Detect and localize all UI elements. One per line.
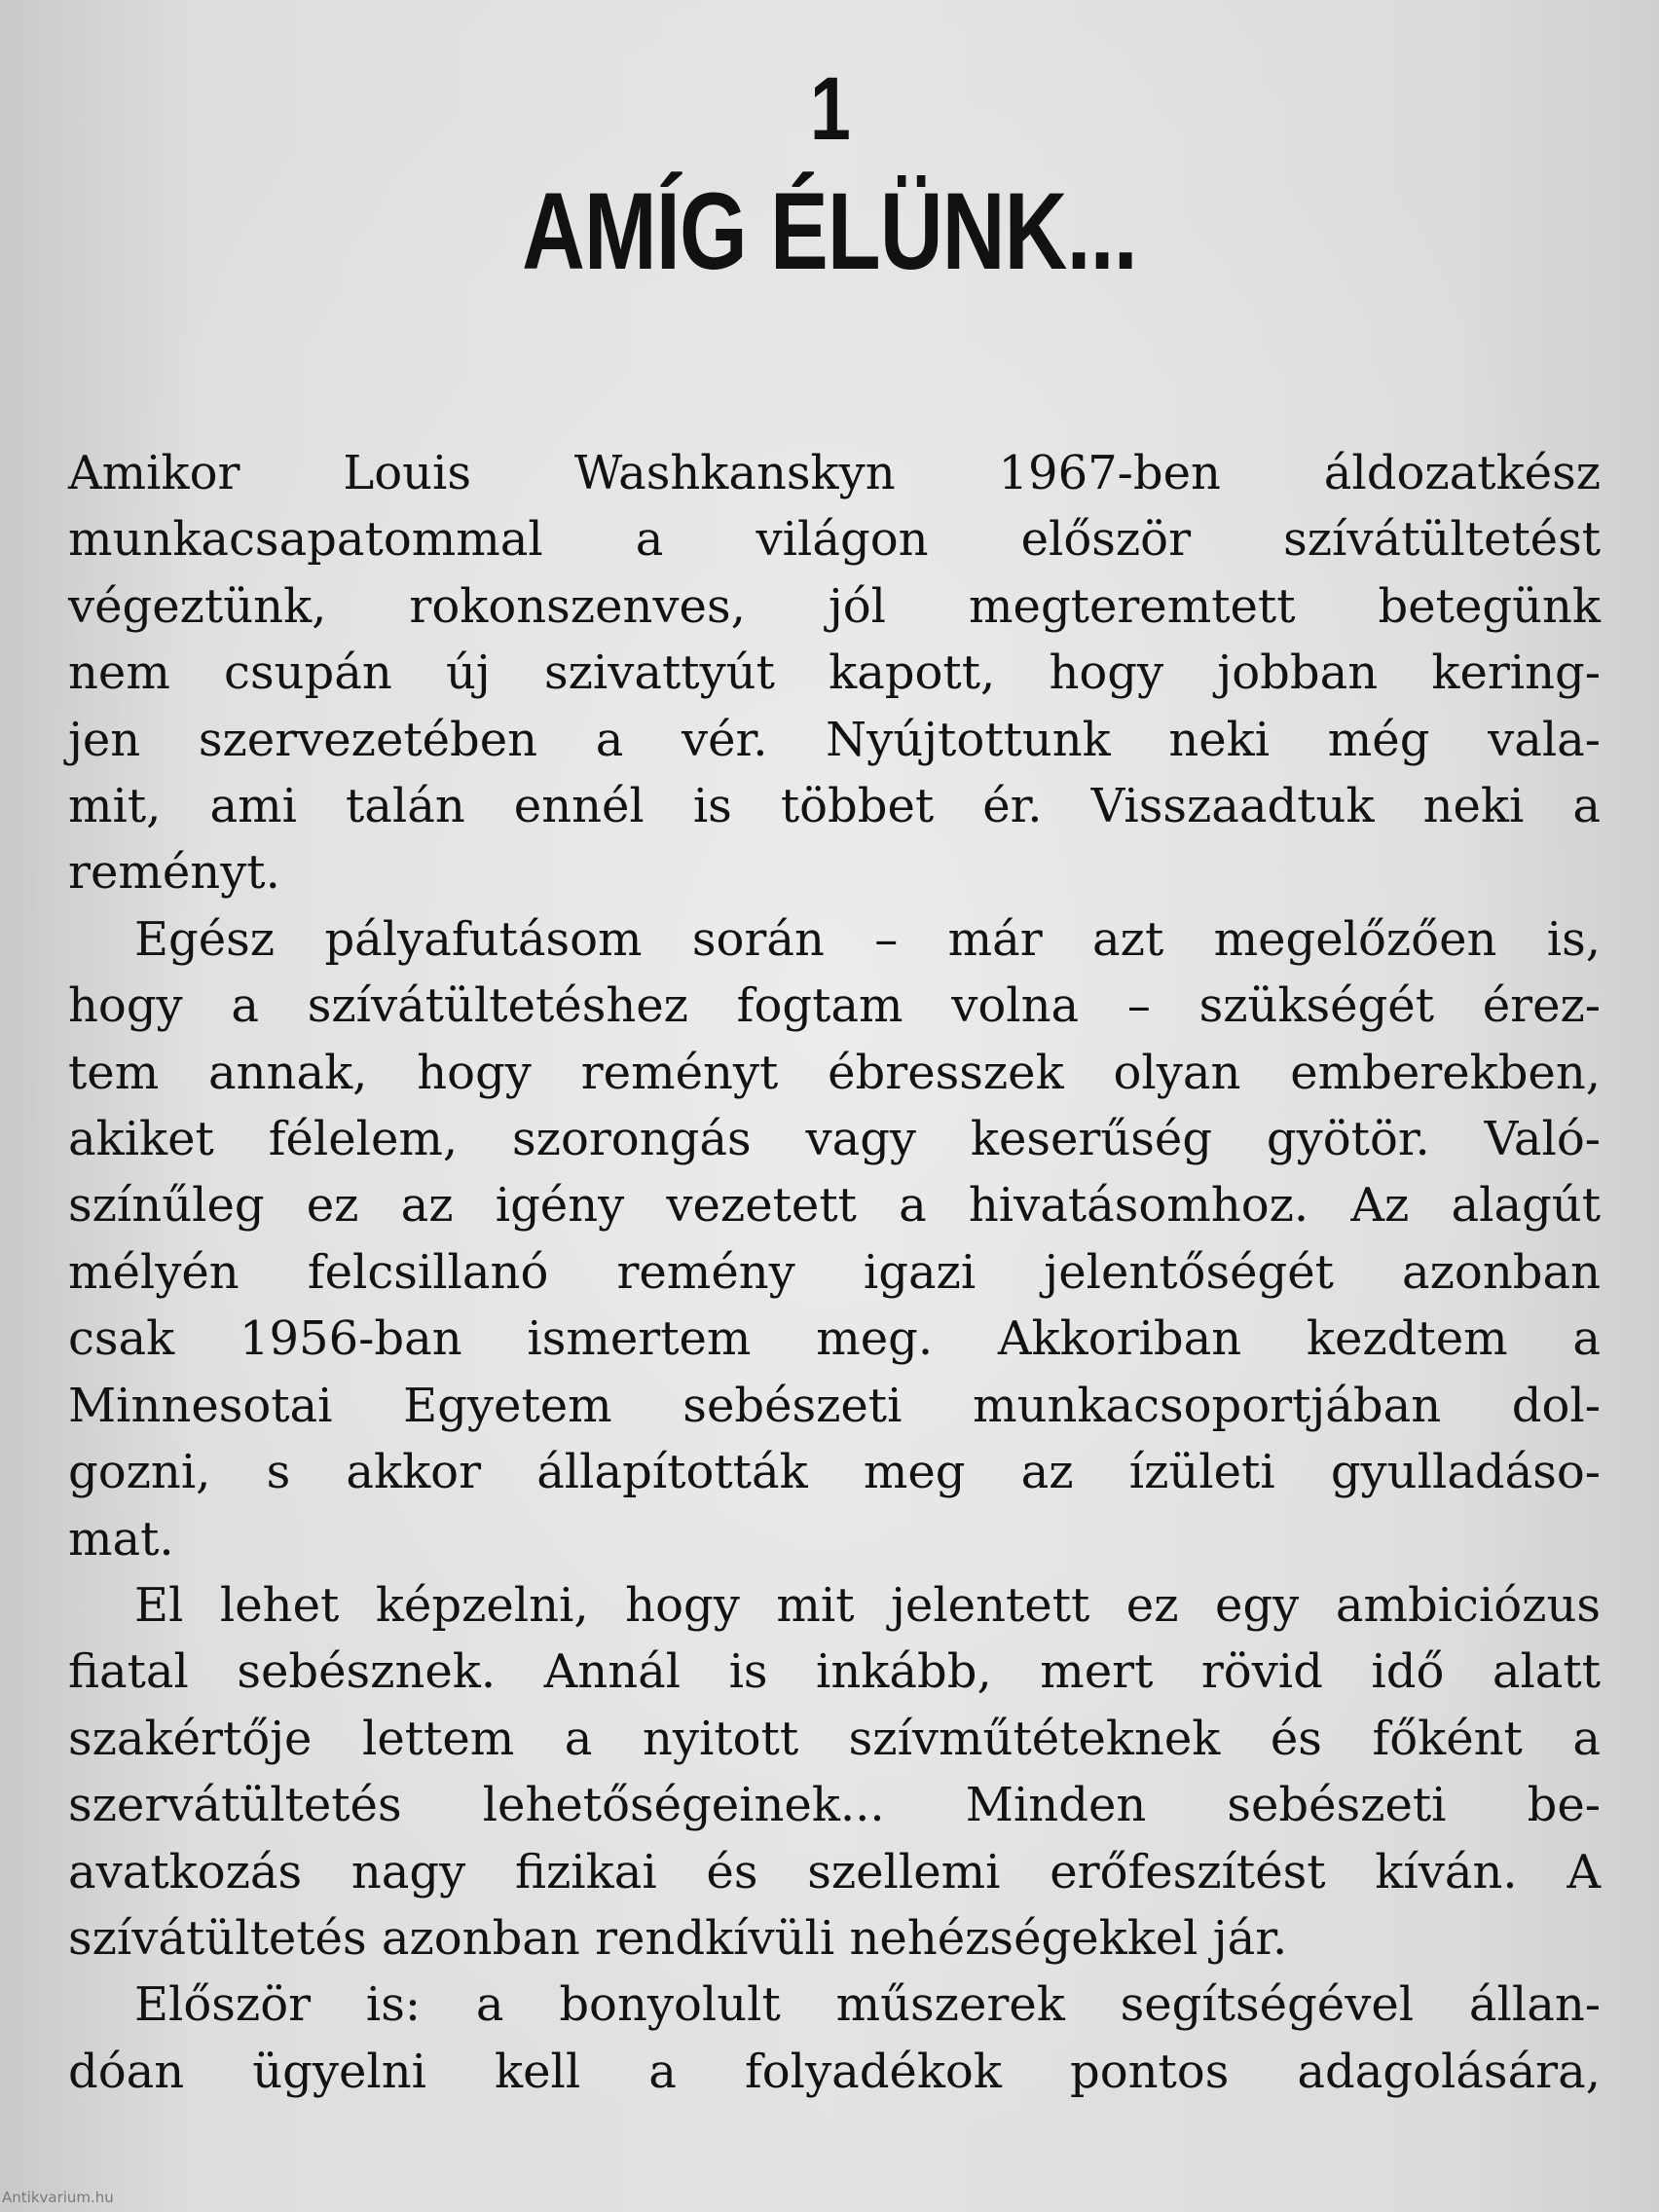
paragraph-1 xyxy=(68,440,1601,906)
text-line: fiatal sebésznek. Annál is inkább, mert rövid idő alatt xyxy=(68,1644,1601,1700)
paragraph-2 xyxy=(68,906,1601,1572)
text-line: színűleg ez az igény vezetett a hivatásomhoz. Az alagút xyxy=(68,1178,1601,1234)
chapter-number: 1 xyxy=(809,59,850,159)
text-line: munkacsapatommal a világon először szívátültetést xyxy=(68,512,1601,568)
text-line: mat. xyxy=(68,1511,174,1567)
chapter-title: AMÍG ÉLÜNK... xyxy=(522,170,1137,292)
chapter-body xyxy=(68,440,1601,2105)
text-line: dóan ügyelni kell a folyadékok pontos adagolására, xyxy=(68,2044,1601,2099)
watermark: Antikvarium.hu xyxy=(2,2189,114,2206)
text-line: akiket félelem, szorongás vagy keserűség gyötör. Való- xyxy=(68,1112,1601,1167)
text-line: avatkozás nagy fizikai és szellemi erőfeszítést kíván. A xyxy=(68,1844,1601,1899)
text-line: Először is: a bonyolult műszerek segítségével állan- xyxy=(134,1977,1601,2033)
text-line: reményt. xyxy=(68,845,280,901)
paragraph-3 xyxy=(68,1572,1601,1972)
text-line: El lehet képzelni, hogy mit jelentett ez egy ambiciózus xyxy=(134,1577,1601,1633)
text-line: szakértője lettem a nyitott szívműtéteknek és főként a xyxy=(68,1711,1601,1766)
text-line: szervátültetés lehetőségeinek... Minden sebészeti be- xyxy=(68,1778,1601,1833)
text-line: csak 1956-ban ismertem meg. Akkoriban kezdtem a xyxy=(68,1311,1601,1367)
text-line: mélyén felcsillanó remény igazi jelentőségét azonban xyxy=(68,1244,1601,1300)
text-line: hogy a szívátültetéshez fogtam volna – szükségét érez- xyxy=(68,978,1601,1034)
text-line: mit, ami talán ennél is többet ér. Visszaadtuk neki a xyxy=(68,779,1601,834)
text-line: végeztünk, rokonszenves, jól megteremtett betegünk xyxy=(68,578,1601,634)
text-line: Minnesotai Egyetem sebészeti munkacsoportjában dol- xyxy=(68,1378,1601,1433)
text-line: szívátültetés azonban rendkívüli nehézségekkel jár. xyxy=(68,1910,1288,1966)
text-line: tem annak, hogy reményt ébresszek olyan emberekben, xyxy=(68,1045,1601,1100)
text-line: Egész pályafutásom során – már azt megelőzően is, xyxy=(134,911,1601,967)
paragraph-4 xyxy=(68,1972,1601,2105)
text-line: jen szervezetében a vér. Nyújtottunk neki még vala- xyxy=(68,712,1601,767)
text-line: nem csupán új szivattyút kapott, hogy jobban kering- xyxy=(68,645,1601,701)
text-line: Amikor Louis Washkanskyn 1967-ben áldozatkész xyxy=(68,446,1601,500)
text-line: gozni, s akkor állapították meg az ízületi gyulladáso- xyxy=(68,1445,1601,1500)
